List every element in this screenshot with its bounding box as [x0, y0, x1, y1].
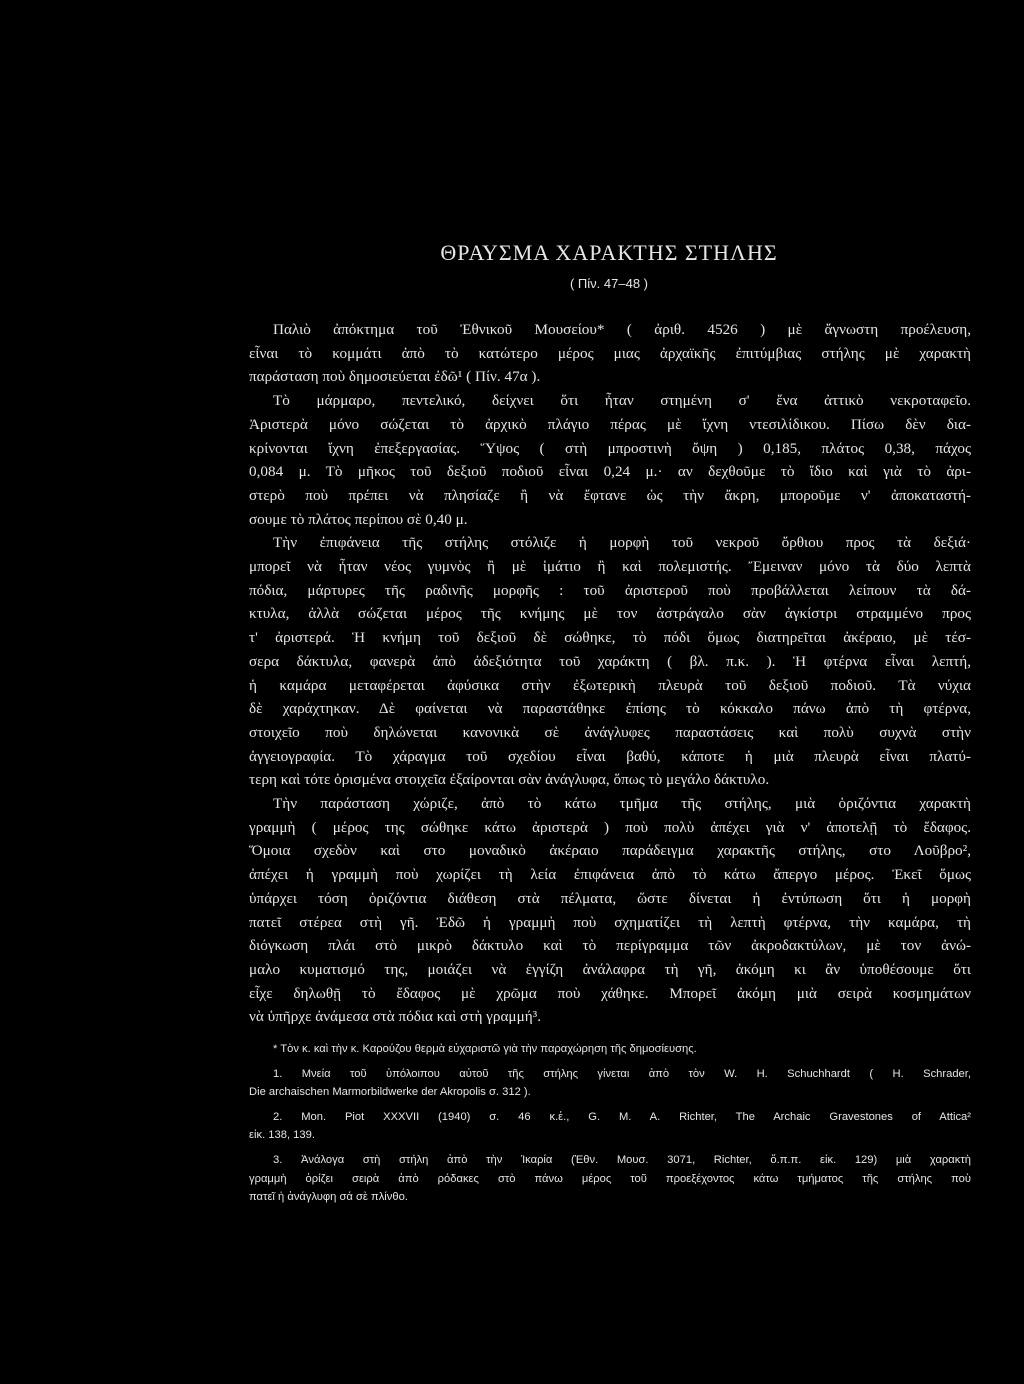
plate-reference: ( Πίν. 47–48 )	[569, 276, 649, 291]
text-line: τ' ἀριστερά. Ἡ κνήμη τοῦ δεξιοῦ δὲ σώθηκε, τὸ πόδι ὅμως διατηρεῖται ἀκέραιο, μὲ τέσ-	[249, 629, 971, 647]
text-line: Ἀριστερὰ μόνο σώζεται τὸ ἀρχικὸ πλάγιο πέρας μὲ ἴχνη ντεσιλίδικου. Πίσω δὲν δια-	[249, 415, 971, 433]
text-line: Τὴν παράσταση χώριζε, ἀπὸ τὸ κάτω τμῆμα τῆς στήλης, μιὰ ὁριζόντια χαρακτὴ	[273, 795, 971, 813]
footnote-1: 1. Μνεία τοῦ ὑπόλοιπου αὐτοῦ τῆς στήλης γίνεται ἀπὸ τὸν W. H. Schuchhardt ( H. Schrader,	[273, 1067, 971, 1080]
document-title: ΘΡΑΥΣΜΑ ΧΑΡΑΚΤΗΣ ΣΤΗΛΗΣ	[440, 240, 778, 265]
text-line: 0,084 μ. Τὸ μῆκος τοῦ δεξιοῦ ποδιοῦ εἶναι 0,24 μ.· αν δεχθοῦμε τὸ ἴδιο καὶ γιὰ τὸ ἀρι-	[249, 463, 971, 481]
text-line: Ὅμοια σχεδὸν καὶ στο μοναδικὸ ἀκέραιο παράδειγμα χαρακτῆς στήλης, στο Λοῦβρο²,	[249, 842, 971, 860]
text-line: Τὸ μάρμαρο, πεντελικό, δείχνει ὅτι ἦταν στημένη σ' ἕνα ἀττικὸ νεκροταφεῖο.	[273, 392, 971, 410]
text-line: κτυλα, ἀλλὰ σώζεται μέρος τῆς κνήμης μὲ τον ἀστράγαλο σὰν ἀγκίστρι στραμμένο προς	[249, 605, 971, 623]
text-line: γραμμὴ ( μέρος της σώθηκε κάτω ἀριστερὰ ) ποὺ πολὺ ἀπέχει γιὰ ν' ἀποτελῇ τὸ ἔδαφος.	[249, 818, 971, 836]
text-line: μπορεῖ νὰ ἦταν νέος γυμνὸς ἢ μὲ ἱμάτιο ἢ καὶ πολεμιστής. Ἔμειναν μόνο τὰ δύο λεπτὰ	[249, 558, 971, 576]
text-line: μαλο κυματισμό της, μοιάζει νὰ ἐγγίζη ἀνάλαφρα τὴ γῆ, ἀκόμη κι ἂν ὑποθέσουμε ὅτι	[249, 960, 971, 978]
footnote-acknowledgement: * Τὸν κ. καὶ τὴν κ. Καρούζου θερμὰ εὐχαριστῶ γιὰ τὴν παραχώρηση τῆς δημοσίευσης.	[273, 1043, 697, 1055]
main-text	[249, 318, 971, 1029]
text-line: διόγκωση πλάι στὸ μικρὸ δάκτυλο καὶ τὸ περίγραμμα τῶν ἀκροδακτύλων, μὲ τον ἀνώ-	[249, 937, 971, 955]
text-line: ἀπέχει ἡ γραμμὴ ποὺ χωρίζει τὴ λεία ἐπιφάνεια ἀπὸ τὸ κάτω ἄπεργο μέρος. Ἐκεῖ ὅμως	[249, 866, 971, 884]
text-line: παράσταση ποὺ δημοσιεύεται ἐδῶ¹ ( Πίν. 47α ).	[249, 368, 541, 386]
text-line: ἡ καμάρα μεταφέρεται ἀφύσικα στὴν ἐξωτερικὴ πλευρὰ τοῦ δεξιοῦ ποδιοῦ. Τὰ νύχια	[249, 676, 971, 694]
text-line: σερα δάκτυλα, φανερὰ ἀπὸ ἀδεξιότητα τοῦ χαράκτη ( βλ. π.κ. ). Ἡ φτέρνα εἶναι λεπτή,	[249, 652, 971, 670]
text-line: στοιχεῖο ποὺ δηλώνεται κανονικὰ σὲ ἀνάγλυφες παραστάσεις καὶ πολὺ συχνὰ στὴν	[249, 723, 971, 741]
text-line: ἀγγειογραφία. Τὸ χάραγμα τοῦ σχεδίου εἶναι βαθύ, κάποτε ἡ μιὰ πλευρὰ εἶναι πλατύ-	[249, 747, 971, 765]
text-line: δὲ χαράχτηκαν. Δὲ φαίνεται νὰ παραστάθηκε ἐπίσης τὸ κόκκαλο πάνω ἀπὸ τὴ φτέρνα,	[249, 700, 971, 718]
text-line: νὰ ὑπῆρχε ἀνάμεσα στὰ πόδια καὶ στὴ γραμμή³.	[249, 1008, 542, 1026]
footnote-3-continued: γραμμὴ ὁρίζει σειρὰ ἀπὸ ρόδακες στὸ πάνω μέρος τοῦ προεξέχοντος κάτω τμήματος τῆς στήλης ποὺ	[249, 1172, 971, 1185]
footnote-2: 2. Mon. Piot XXXVII (1940) σ. 46 κ.ἑ., G. M. A. Richter, The Archaic Gravestones of Attica²	[273, 1110, 971, 1123]
footnote-3: 3. Ἀνάλογα στὴ στήλη ἀπὸ τὴν Ἰκαρία (Ἐθν. Μουσ. 3071, Richter, ὅ.π.π. εἰκ. 129) μιὰ χαρακτὴ	[273, 1153, 971, 1166]
text-line: Τὴν ἐπιφάνεια τῆς στήλης στόλιζε ἡ μορφὴ τοῦ νεκροῦ ὄρθιου προς τὰ δεξιά·	[273, 534, 971, 552]
text-line: εἶναι τὸ κομμάτι ἀπὸ τὸ κατώτερο μέρος μιας ἀρχαϊκῆς ἐπιτύμβιας στήλης μὲ χαρακτὴ	[249, 344, 971, 362]
text-line: Παλιὸ ἀπόκτημα τοῦ Ἐθνικοῦ Μουσείου* ( ἀριθ. 4526 ) μὲ ἄγνωστη προέλευση,	[273, 321, 971, 338]
footnote-2-continued: εἰκ. 138, 139.	[249, 1129, 315, 1142]
text-line: κρίνονται ἴχνη ἐπεξεργασίας. Ὕψος ( στὴ μπροστινὴ ὄψη ) 0,185, πλάτος 0,38, πάχος	[249, 439, 971, 457]
footnotes	[249, 1040, 971, 1207]
text-line: τερη καὶ τότε ὁρισμένα στοιχεῖα ἐξαίρονται σὰν ἀνάγλυφα, ὅπως τὸ μεγάλο δάκτυλο.	[249, 771, 770, 789]
text-line: πόδια, μάρτυρες τῆς ραδινῆς μορφῆς : τοῦ ἀριστεροῦ ποὺ προβάλλεται λείπουν τὰ δά-	[249, 581, 971, 599]
text-line: πατεῖ στέρεα στὴ γῆ. Ἐδῶ ἡ γραμμὴ ποὺ σχηματίζει τὴ λεπτὴ φτέρνα, τὴν καμάρα, τὴ	[249, 913, 971, 931]
text-line: εἶχε δηλωθῇ τὸ ἔδαφος μὲ χρῶμα ποὺ χάθηκε. Μπορεῖ ἀκόμη μιὰ σειρὰ κοσμημάτων	[249, 984, 971, 1002]
text-line: σουμε τὸ πλάτος περίπου σὲ 0,40 μ.	[249, 510, 468, 528]
text-line: ὑπάρχει τόση ὁριζόντια διάθεση στὰ πέλματα, ὥστε δίνεται ἡ ἐντύπωση ὅτι ἡ μορφὴ	[249, 889, 971, 907]
footnote-1-continued: Die archaischen Marmorbildwerke der Akropolis σ. 312 ).	[249, 1086, 531, 1099]
text-line: στερὸ ποὺ πρέπει νὰ πλησίαζε ἢ νὰ ἔφτανε ὡς τὴν ἄκρη, μποροῦμε ν' ἀποκαταστή-	[249, 486, 971, 504]
footnote-3-continued: πατεῖ ἡ ἀνάγλυφη σά σὲ πλίνθο.	[249, 1191, 408, 1204]
